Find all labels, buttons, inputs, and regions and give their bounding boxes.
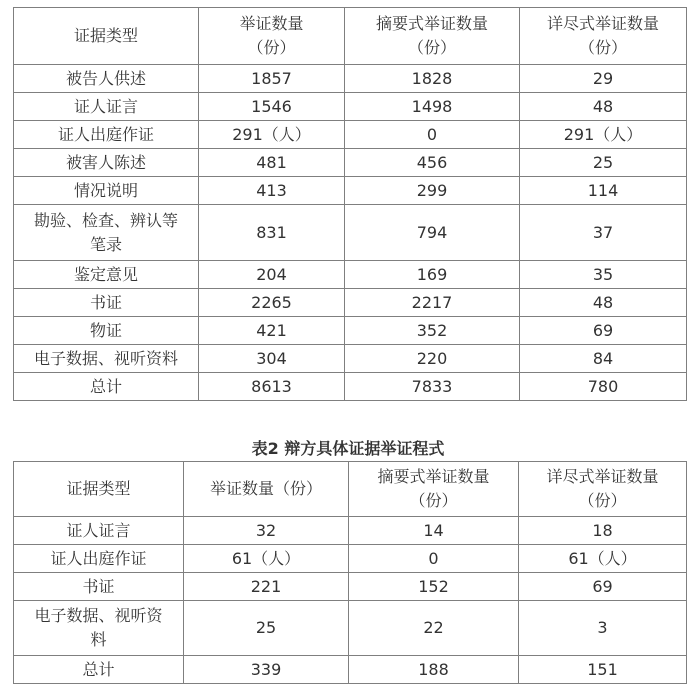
cell: 304 <box>199 345 345 373</box>
cell: 48 <box>520 289 687 317</box>
cell: 831 <box>199 205 345 261</box>
cell: 2217 <box>345 289 520 317</box>
evidence-table-1 <box>13 7 687 401</box>
cell: 291（人） <box>520 121 687 149</box>
cell: 总计 <box>14 373 199 401</box>
cell: 61（人） <box>184 545 349 573</box>
cell: 被告人供述 <box>14 65 199 93</box>
table-row-total <box>14 656 687 684</box>
table-row <box>14 345 687 373</box>
cell: 69 <box>519 573 687 601</box>
cell: 25 <box>520 149 687 177</box>
cell: 29 <box>520 65 687 93</box>
header-cell: 证据类型 <box>14 462 184 517</box>
cell: 151 <box>519 656 687 684</box>
cell: 35 <box>520 261 687 289</box>
table-row <box>14 149 687 177</box>
cell: 0 <box>345 121 520 149</box>
cell: 169 <box>345 261 520 289</box>
cell: 2265 <box>199 289 345 317</box>
header-cell: 举证数量 （份） <box>199 8 345 65</box>
cell: 22 <box>349 601 519 656</box>
cell: 221 <box>184 573 349 601</box>
cell: 电子数据、视听资 料 <box>14 601 184 656</box>
table-caption: 表2 辩方具体证据举证程式 <box>251 439 445 458</box>
cell: 鉴定意见 <box>14 261 199 289</box>
cell: 书证 <box>14 289 199 317</box>
table-header-row <box>14 8 687 65</box>
cell: 勘验、检查、辨认等 笔录 <box>14 205 199 261</box>
cell: 电子数据、视听资料 <box>14 345 199 373</box>
cell: 3 <box>519 601 687 656</box>
cell: 32 <box>184 517 349 545</box>
cell: 69 <box>520 317 687 345</box>
cell: 1828 <box>345 65 520 93</box>
cell: 188 <box>349 656 519 684</box>
cell: 25 <box>184 601 349 656</box>
cell: 37 <box>520 205 687 261</box>
cell: 证人出庭作证 <box>14 545 184 573</box>
table-row <box>14 517 687 545</box>
evidence-table-2 <box>13 461 687 684</box>
table-row <box>14 205 687 261</box>
cell: 204 <box>199 261 345 289</box>
cell: 61（人） <box>519 545 687 573</box>
header-cell: 证据类型 <box>14 8 199 65</box>
header-cell: 详尽式举证数量 （份） <box>519 462 687 517</box>
table-row <box>14 573 687 601</box>
cell: 情况说明 <box>14 177 199 205</box>
cell: 1546 <box>199 93 345 121</box>
table-row <box>14 289 687 317</box>
cell: 413 <box>199 177 345 205</box>
cell: 84 <box>520 345 687 373</box>
header-cell: 摘要式举证数量 （份） <box>345 8 520 65</box>
cell: 291（人） <box>199 121 345 149</box>
cell: 证人证言 <box>14 517 184 545</box>
cell: 14 <box>349 517 519 545</box>
cell: 456 <box>345 149 520 177</box>
cell: 339 <box>184 656 349 684</box>
table-row <box>14 121 687 149</box>
cell: 18 <box>519 517 687 545</box>
cell: 794 <box>345 205 520 261</box>
table-header-row <box>14 462 687 517</box>
table-row <box>14 93 687 121</box>
table-row <box>14 65 687 93</box>
header-cell: 举证数量（份） <box>184 462 349 517</box>
cell: 1498 <box>345 93 520 121</box>
table-row <box>14 601 687 656</box>
table-row <box>14 261 687 289</box>
cell: 物证 <box>14 317 199 345</box>
cell: 352 <box>345 317 520 345</box>
table-row <box>14 317 687 345</box>
cell: 总计 <box>14 656 184 684</box>
table-row <box>14 545 687 573</box>
cell: 220 <box>345 345 520 373</box>
cell: 299 <box>345 177 520 205</box>
cell: 421 <box>199 317 345 345</box>
cell: 被害人陈述 <box>14 149 199 177</box>
table-row-total <box>14 373 687 401</box>
cell: 48 <box>520 93 687 121</box>
header-cell: 摘要式举证数量 （份） <box>349 462 519 517</box>
cell: 书证 <box>14 573 184 601</box>
cell: 114 <box>520 177 687 205</box>
cell: 481 <box>199 149 345 177</box>
table-row <box>14 177 687 205</box>
header-cell: 详尽式举证数量 （份） <box>520 8 687 65</box>
cell: 证人证言 <box>14 93 199 121</box>
cell: 1857 <box>199 65 345 93</box>
cell: 7833 <box>345 373 520 401</box>
cell: 152 <box>349 573 519 601</box>
cell: 8613 <box>199 373 345 401</box>
cell: 780 <box>520 373 687 401</box>
cell: 0 <box>349 545 519 573</box>
cell: 证人出庭作证 <box>14 121 199 149</box>
